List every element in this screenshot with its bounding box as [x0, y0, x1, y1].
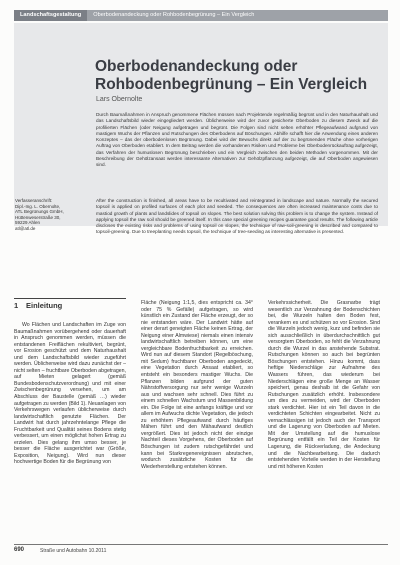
body-paragraph: Wo Flächen und Landschaften im Zuge von Baumaßnahmen vorübergehend oder dauerhaft in Anspruch genommen werden, müssen die entstandenen Freiflächen rekultiviert, begrünt, vor Erosion geschützt und dem Naturhaushalt und dem Landschaftsbild wieder zugeführt werden. Üblicherweise wird dazu zunächst der – nicht selten – fruchtbare Oberboden abgetragen, auf Mieten gelagert (gemäß Bundesbodenschutzverordnung) und mit einer Zwischenbegrünung versehen, um am Abschluss der Baustelle (gemäß …) wieder aufgetragen zu werden (Bild 1). Neuanlagen von Verkehrswegen verlaufen üblicherweise durch landwirtschaftlich genutzte Flächen. Der Landwirt hat durch jahrzehntelange Pflege die Fruchtbarkeit und Qualität seines Bodens stetig verbessert, um einen möglichst hohen Ertrag zu erzielen. Dies gelang ihm umso besser, je besser die Fläche ausgerichtet war (Größe, Exposition, Neigung). Wird nun dieser hochwertige Boden für die Begrünung von: [14, 322, 126, 466]
author-address-line: Verfasseranschrift:: [15, 198, 53, 203]
section-number: 1: [14, 301, 19, 310]
running-header: [14, 10, 388, 21]
header-section-label: Landschaftsgestaltung: [14, 10, 87, 21]
author-address: [15, 198, 85, 232]
abstract-english: After the construction is finished, all areas have to be recultivated and reintegrated in landscape and nature. Normally the secured topsoil is applied on profiled surfaces of each plot and seeded. The consequences are often increased maintenance costs due to mastiod growth of plants and landslides of topsoil on slopes. The best solution solving this problem is to change the system. Instead of applying topsoil the raw soil should be greened itself. In this case special greening recipes guarantee good results. The following article discloses the existing risks and problems of using topsoil on slopes, the technique of raw-soil-greening is described and compared to topsoil-greening. Due to treeplanting needs topsoil, the technique of tree-seeding as interesting alternative is presented.: [96, 198, 378, 235]
body-column-2: [141, 300, 253, 542]
body-column-3: [268, 300, 380, 542]
abstract-german: Durch Baumaßnahmen in Anspruch genommene Flächen müssen nach Projektende regelmäßig begrünt und in den Naturhaushalt und das Landschaftsbild wieder eingegliedert werden. Üblicherweise wird der zuvor gesicherte Oberboden zu diesem Zweck auf die profilierten Flächen (oder Neigung aufgetragen und begrünt. Die Folgen sind nicht selten erhöhter Pflegeaufwand aufgrund von mastigem Wuchs der Pflanzen und Rutschungen des Oberbodens auf Böschungen. Abhilfe schafft hier die Anwendung eines anderen Konzeptes – das der oberbodenlosen Begrünung. Dabei wird der Bewuchs direkt auf der zu begrünenden Fläche ohne vorherigen Auftrag von Oberboden etabliert. In dem Beitrag werden die vorhandenen Risiken und Probleme bei Oberbodenrückauftrag aufgezeigt, das Verfahren der humuslosen Begrünung beschrieben und ein Vergleich zwischen den beiden Methoden vorgenommen. Mit der Beschreibung der Gehölzansaat werden interessante Alternativen zur Gehölzpflanzung aufgezeigt, die auf Oberboden angewiesen sind.: [96, 112, 378, 167]
journal-footer: Straße und Autobahn 10.2011: [40, 548, 107, 554]
header-topic-label: Oberbodenandeckung oder Rohbodenbegrünung – Ein Vergleich: [87, 10, 388, 21]
body-paragraph: Verkehrssicherheit. Die Grasnarbe trägt wesentlich zur Verzahnung der Bodenschichten bei, die Wurzeln halten den Boden fest, verankern es und schützen so vor Erosion. Sind die Wurzeln jedoch wenig, kurz und befinden sie sich ausschließlich in überdurchschnittlich gut versorgtem Oberboden, so fehlt die Verzahnung durch die Wurzel in das anstehende Substrat. Rutschungen können so auch bei begrünten Böschungen entstehen. Hinzu kommt, dass heftige Niederschläge zur Aufnahme des Wassers führen, das wiederum bei Niederschlägen eine große Menge an Wasser speichert, genau deshalb ist die Gefahr von Rutschungen zusätzlich erhöht. Insbesondere um dies zu vermeiden, wird der Oberboden stark verdichtet. Hier ist ein Teil davon in die verdichteten Schichten eingearbeitet. Nicht zu vernachlässigen ist jedoch auch der Transport und die Lagerung von Oberboden auf Mieten. Mit der Umstellung auf die humuslose Begrünung entfällt ein Teil der Kosten für Lagerung, die Rückverladung, die Andeckung und die Nachbearbeitung. Die dadurch entstehenden Vorteile werden in der Herstellung und mit höheren Kosten: [268, 300, 380, 470]
page-number: 690: [14, 547, 25, 553]
body-column-1: [14, 322, 126, 542]
body-paragraph: Fläche (Neigung 1:1,5, dies entspricht ca. 34° oder 75 % Gefälle) aufgetragen, so wird künstlich ein Zustand der Fläche erzeugt, der so nie entstanden wäre. Der Landwirt hätte auf einer derart geneigten Fläche keinen Ertrag, der Neigung einer Almwiese) niemals einen intensiv landwirtschaftlich betreiben können, um eine vergleichbare Bodenfruchtbarkeit zu erreichen. Wird nun auf diesem Standort (Regelböschung, mit Sedum) fruchtbarer Oberboden angedeckt, eine Vegetation durch Ansaat etabliert, so entsteht ein besonders mastiger Wuchs. Die Pflanzen bilden aufgrund der guten Nährstoffversorgung nur sehr wenige Wurzeln aus und wachsen sehr schnell. Dies führt zu einem schnellen Wachstum und Massenbildung ein. Die Folge ist eine anfangs kräftige und vor allem im Aufwuchs dichte Vegetation, die jedoch zu erhöhtem Pflegeaufwand durch häufiges Mähen führt und den Mähaufwand deutlich vergrößert. Dies ist jedoch nicht der einzige Nachteil dieses Vorgehens, der Oberboden auf Böschungen ist zudem rutschgefährdet und kann bei Starkregenereignissen abrutschen, wodurch zusätzliche Kosten für die Wiederherstellung entstehen können.: [141, 300, 253, 470]
author-address-line: Dipl.-Ing. L. Obernolte,: [15, 203, 61, 209]
section-heading: [14, 301, 62, 310]
section-rule: [14, 298, 126, 299]
article-title: Oberbodenandeckung oder Rohbodenbegrünung – Ein Vergleich: [95, 58, 368, 93]
author-address-line: ATL Begrünungs GmbH,: [15, 209, 64, 215]
article-author: Lars Obernolte: [96, 96, 143, 103]
section-title: Einleitung: [26, 301, 63, 310]
author-email[interactable]: atl@atl.de: [15, 225, 36, 231]
author-address-line: 59229 Ahlen: [15, 220, 41, 226]
author-address-line: Hüttenweserstraße 30,: [15, 214, 61, 220]
footer-rule: [14, 544, 388, 545]
